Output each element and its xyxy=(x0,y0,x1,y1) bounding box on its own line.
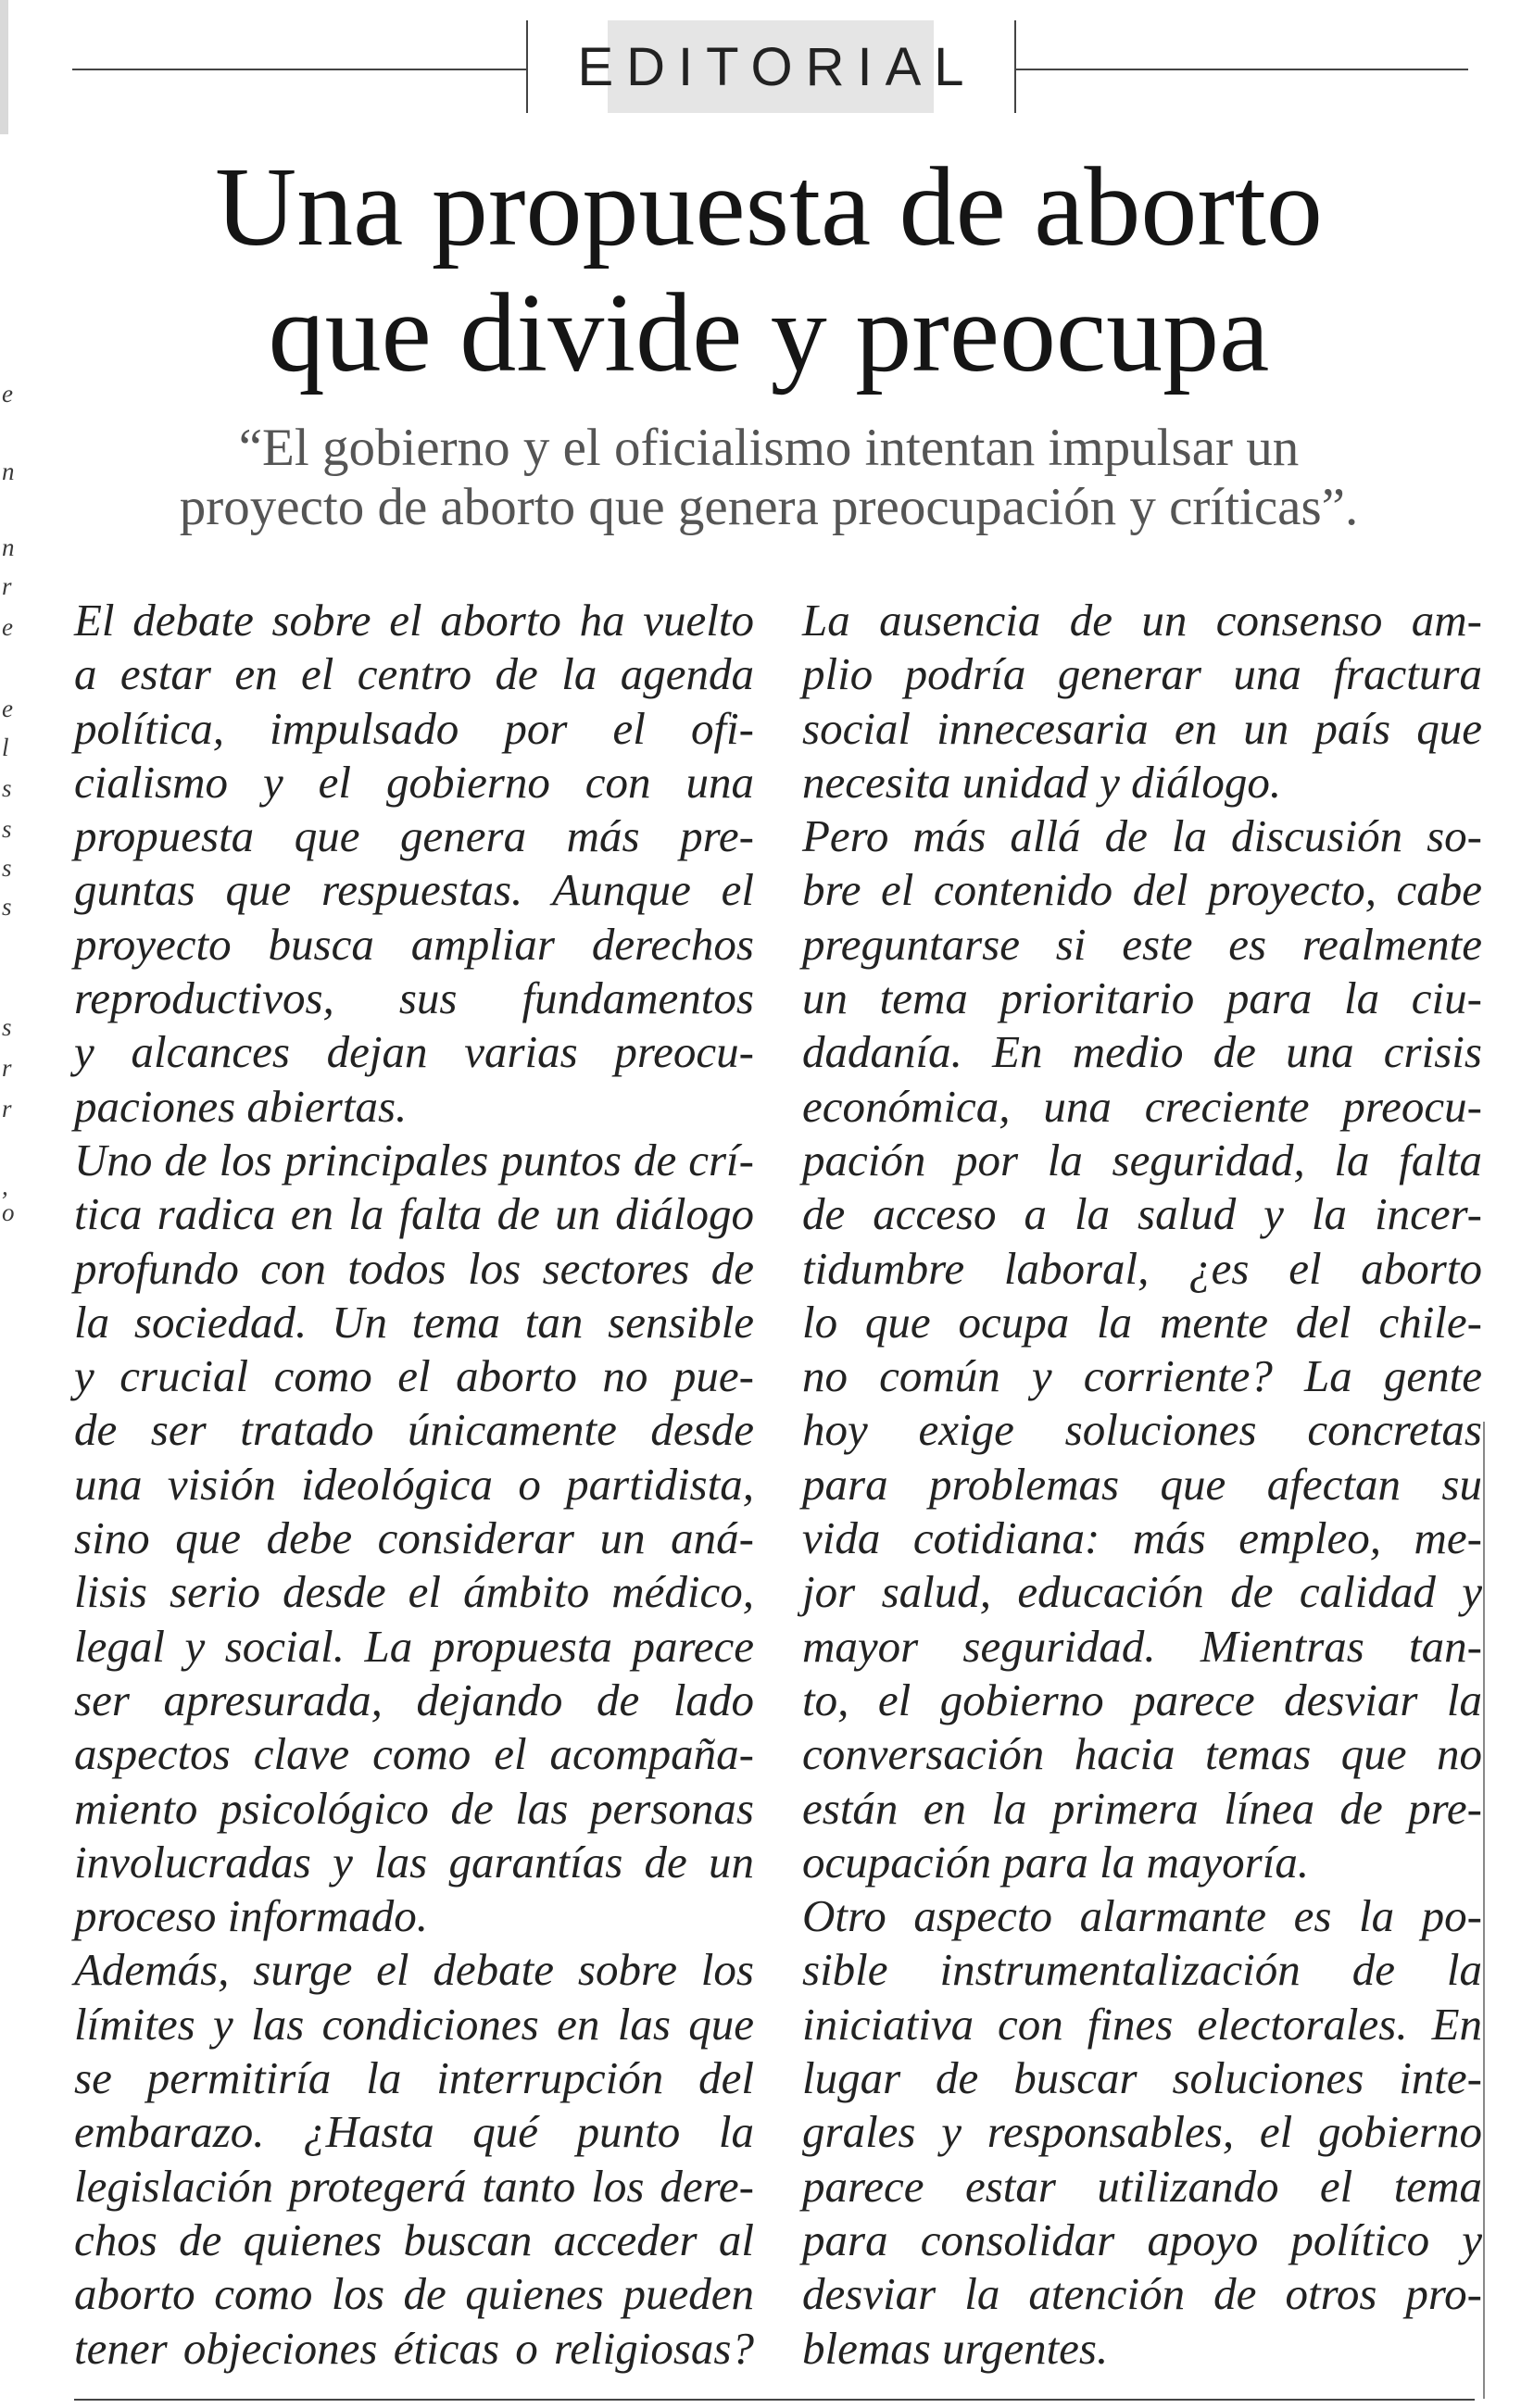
body-line: para problemas que afectan su xyxy=(802,1458,1482,1510)
body-line: embarazo. ¿Hasta qué punto la xyxy=(74,2106,754,2158)
body-line: límites y las condiciones en las que xyxy=(74,1998,754,2050)
body-line: Otro aspecto alarmante es la po- xyxy=(802,1890,1482,1942)
body-line: desviar la atención de otros pro- xyxy=(802,2268,1482,2320)
body-line: bre el contenido del proyecto, cabe xyxy=(802,864,1482,916)
body-line: ser apresurada, dejando de lado xyxy=(74,1674,754,1725)
body-line: sible instrumentalización de la xyxy=(802,1944,1482,1996)
body-line: parece estar utilizando el tema xyxy=(802,2160,1482,2212)
body-line: profundo con todos los sectores de xyxy=(74,1242,754,1294)
margin-fragment: e xyxy=(2,380,13,408)
body-line: una visión ideológica o partidista, xyxy=(74,1458,754,1510)
margin-fragment: o xyxy=(2,1198,15,1226)
body-line: Pero más allá de la discusión so- xyxy=(802,810,1482,862)
body-line: aborto como los de quienes pueden xyxy=(74,2268,754,2320)
body-line: miento psicológico de las personas xyxy=(74,1782,754,1834)
body-line: legislación protegerá tanto los dere- xyxy=(74,2160,754,2212)
body-line: tidumbre laboral, ¿es el aborto xyxy=(802,1242,1482,1294)
headline-line: que divide y preocupa xyxy=(268,270,1270,395)
header-rule-right xyxy=(1016,69,1468,70)
body-line: un tema prioritario para la ciu- xyxy=(802,972,1482,1024)
body-column-right xyxy=(802,594,1482,2376)
body-line: tener objeciones éticas o religiosas? xyxy=(74,2322,754,2374)
body-line: proceso informado. xyxy=(74,1890,428,1942)
body-line: Uno de los principales puntos de crí- xyxy=(74,1134,754,1185)
deck-line: “El gobierno y el oficialismo intentan impulsar un xyxy=(238,419,1300,477)
body-line: sino que debe considerar un aná- xyxy=(74,1512,754,1564)
body-line: económica, una creciente preocu- xyxy=(802,1080,1482,1132)
right-edge-rule xyxy=(1483,1422,1485,2399)
body-line: propuesta que genera más pre- xyxy=(74,810,754,862)
margin-fragment: r xyxy=(2,1054,12,1082)
header-rule-left xyxy=(72,69,526,70)
body-line: no común y corriente? La gente xyxy=(802,1350,1482,1402)
body-line: de ser tratado únicamente desde xyxy=(74,1404,754,1456)
margin-fragment: r xyxy=(2,1095,12,1122)
body-line: y alcances dejan varias preocu- xyxy=(74,1026,754,1078)
body-line: cialismo y el gobierno con una xyxy=(74,756,754,808)
body-line: involucradas y las garantías de un xyxy=(74,1836,754,1888)
margin-fragment: e xyxy=(2,695,13,722)
body-line: pación por la seguridad, la falta xyxy=(802,1134,1482,1185)
body-line: se permitiría la interrupción del xyxy=(74,2052,754,2104)
body-line: dadanía. En medio de una crisis xyxy=(802,1026,1482,1078)
body-line: proyecto busca ampliar derechos xyxy=(74,918,754,970)
body-line: lugar de buscar soluciones inte- xyxy=(802,2052,1482,2104)
margin-fragment: s xyxy=(2,893,12,921)
deck-quote xyxy=(37,419,1501,537)
margin-fragment: s xyxy=(2,854,12,882)
margin-fragment: s xyxy=(2,815,12,843)
margin-fragment: l xyxy=(2,734,9,761)
body-line: Además, surge el debate sobre los xyxy=(74,1944,754,1996)
margin-fragment: e xyxy=(2,613,13,641)
body-line: iniciativa con fines electorales. En xyxy=(802,1998,1482,2050)
header-tick-right xyxy=(1014,20,1016,113)
margin-fragment: r xyxy=(2,572,12,600)
headline xyxy=(37,144,1501,396)
adjacent-column-fragment xyxy=(0,0,20,2408)
edge-bar xyxy=(0,0,8,134)
body-line: blemas urgentes. xyxy=(802,2322,1109,2374)
body-line: a estar en el centro de la agenda xyxy=(74,648,754,700)
margin-fragment: n xyxy=(2,533,15,561)
body-line: El debate sobre el aborto ha vuelto xyxy=(74,595,754,646)
margin-fragment: s xyxy=(2,1013,12,1041)
body-line: to, el gobierno parece desviar la xyxy=(802,1674,1482,1725)
body-line: política, impulsado por el ofi- xyxy=(74,702,754,754)
deck-line: proyecto de aborto que genera preocupación y críticas”. xyxy=(179,478,1359,536)
body-line: conversación hacia temas que no xyxy=(802,1728,1482,1780)
body-line: de acceso a la salud y la incer- xyxy=(802,1188,1482,1240)
body-line: chos de quienes buscan acceder al xyxy=(74,2214,754,2265)
body-line: jor salud, educación de calidad y xyxy=(802,1566,1482,1618)
body-line: aspectos clave como el acompaña- xyxy=(74,1728,754,1780)
body-line: y crucial como el aborto no pue- xyxy=(74,1350,754,1402)
body-line: la sociedad. Un tema tan sensible xyxy=(74,1296,754,1348)
body-line: lisis serio desde el ámbito médico, xyxy=(74,1566,754,1618)
body-column-left xyxy=(74,594,754,2376)
body-line: preguntarse si este es realmente xyxy=(802,918,1482,970)
margin-fragment: n xyxy=(2,458,15,485)
body-line: social innecesaria en un país que xyxy=(802,702,1482,754)
headline-line: Una propuesta de aborto xyxy=(215,144,1323,270)
body-line: grales y responsables, el gobierno xyxy=(802,2106,1482,2158)
body-line: para consolidar apoyo político y xyxy=(802,2214,1482,2265)
body-line: tica radica en la falta de un diálogo xyxy=(74,1188,754,1240)
body-line: necesita unidad y diálogo. xyxy=(802,756,1282,808)
body-line: guntas que respuestas. Aunque el xyxy=(74,864,754,916)
header-tick-left xyxy=(526,20,528,113)
body-line: reproductivos, sus fundamentos xyxy=(74,972,754,1024)
body-line: legal y social. La propuesta parece xyxy=(74,1620,754,1672)
body-line: vida cotidiana: más empleo, me- xyxy=(802,1512,1482,1564)
body-line: ocupación para la mayoría. xyxy=(802,1836,1310,1888)
body-line: están en la primera línea de pre- xyxy=(802,1782,1482,1834)
bottom-rule xyxy=(74,2399,1475,2401)
body-line: hoy exige soluciones concretas xyxy=(802,1404,1482,1456)
body-line: plio podría generar una fractura xyxy=(802,648,1482,700)
body-line: paciones abiertas. xyxy=(74,1080,408,1132)
margin-fragment: , xyxy=(2,1173,8,1200)
margin-fragment: s xyxy=(2,774,12,802)
body-line: La ausencia de un consenso am- xyxy=(802,595,1482,646)
body-line: lo que ocupa la mente del chile- xyxy=(802,1296,1482,1348)
body-line: mayor seguridad. Mientras tan- xyxy=(802,1620,1482,1672)
section-label: EDITORIAL xyxy=(608,20,934,113)
